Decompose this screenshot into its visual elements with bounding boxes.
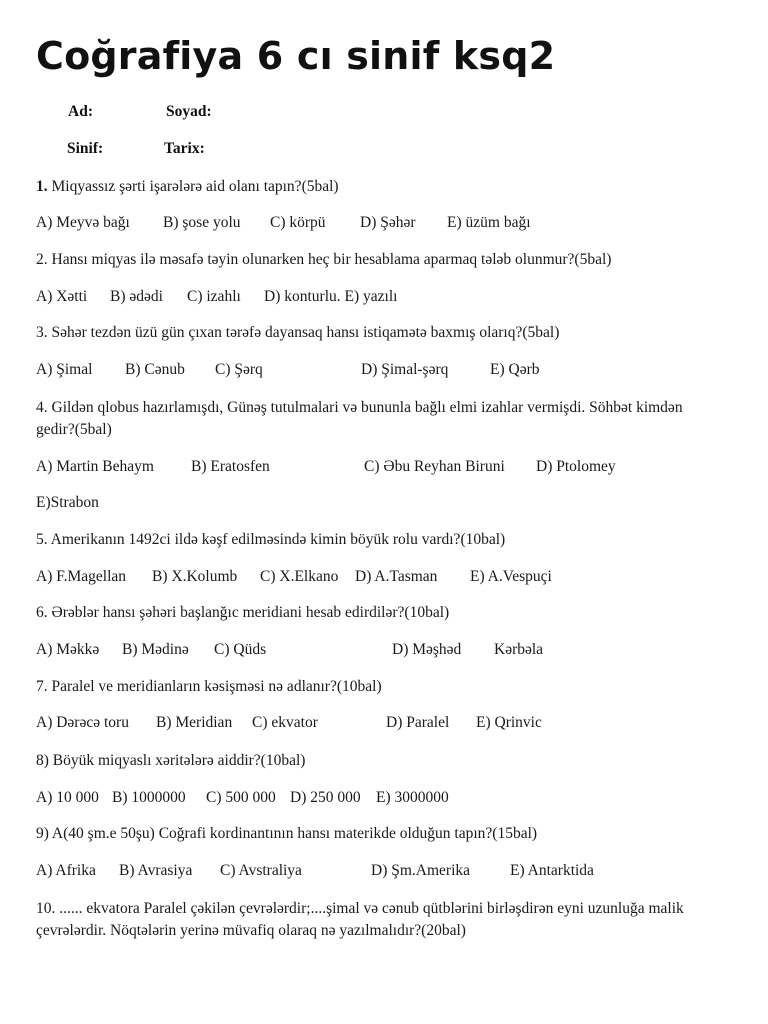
question-2-text: 2. Hansı miqyas ilə məsafə təyin olunarken heç bir hesablama aparmaq tələb olunmur?(5bal) [36,251,612,268]
option-a: A) Dərəcə toru [36,714,129,731]
option-c: C) izahlı [187,288,241,305]
option-d: D) Şm.Amerika [371,862,471,879]
option-a: A) Şimal [36,361,93,378]
option-b: B) şose yolu [163,214,241,231]
option-d: D) 250 000 [290,789,361,806]
option-c: C) ekvator [252,714,318,731]
option-b: B) Meridian [156,714,233,731]
option-c: C) 500 000 [206,789,276,806]
option-c: C) Əbu Reyhan Biruni [364,458,505,475]
question-1 [36,176,736,198]
option-a: A) Martin Behaym [36,458,154,475]
option-d: D) Məşhəd [392,641,462,658]
question-4-text: 4. Gildən qlobus hazırlamışdı, Günəş tutulmalari və bununla bağlı elmi izahlar vermişdi. Söhbət kimdən gedir?(5bal) [36,399,683,438]
option-a: A) Afrika [36,862,96,879]
option-d: D) Şəhər [360,214,416,231]
option-e: E) Qərb [490,361,540,378]
question-3-text: 3. Səhər tezdən üzü gün çıxan tərəfə dayansaq hansı istiqamətə baxmış olarıq?(5bal) [36,324,560,341]
option-d: D) A.Tasman [355,568,438,585]
option-c: C) X.Elkano [260,568,339,585]
question-7-text: 7. Paralel ve meridianların kəsişməsi nə adlanır?(10bal) [36,678,382,695]
option-b: B) ədədi [110,288,163,305]
option-e: E) 3000000 [376,789,449,806]
option-e: E) üzüm bağı [447,214,531,231]
option-b: B) X.Kolumb [152,568,238,585]
option-e: E) Qrinvic [476,714,542,731]
class-label: Sinif: [67,140,104,157]
option-a: A) 10 000 [36,789,99,806]
question-1-number: 1. [36,178,48,195]
option-a: A) Məkkə [36,641,100,658]
option-d: D) konturlu. E) yazılı [264,288,398,305]
question-10-text: 10. ...... ekvatora Paralel çəkilən çevrələrdir;....şimal və cənub qütblərini birləşdirən eyni uzunluğa malik çevrələrdir. Nöqtələrin yerinə müvafiq olaraq nə yazılmalıdır?(20bal) [36,900,684,939]
option-c: C) Şərq [215,361,263,378]
question-9-text: 9) A(40 şm.e 50şu) Coğrafi kordinantının hansı materikde olduğun tapın?(15bal) [36,825,538,842]
name-label: Ad: [68,103,93,120]
date-label: Tarix: [164,140,205,157]
option-c: C) Avstraliya [220,862,302,879]
question-8-text: 8) Böyük miqyaslı xəritələrə aiddir?(10bal) [36,752,306,769]
option-b: B) Eratosfen [191,458,270,475]
question-6-text: 6. Ərəblər hansı şəhəri başlanğıc meridiani hesab edirdilər?(10bal) [36,604,450,621]
question-4-option-e: E)Strabon [36,494,99,511]
option-a: A) F.Magellan [36,568,127,585]
option-b: B) Mədinə [122,641,189,658]
question-1-text: Miqyassız şərti işarələrə aid olanı tapın?(5bal) [47,178,339,195]
option-b: B) Cənub [125,361,185,378]
option-b: B) Avrasiya [119,862,193,879]
page-title: Coğrafiya 6 cı sinif ksq2 [36,34,556,78]
surname-label: Soyad: [166,103,212,120]
option-c: C) körpü [270,214,326,231]
option-a: A) Xətti [36,288,88,305]
option-d: D) Şimal-şərq [361,361,449,378]
option-e: E) A.Vespuçi [470,568,552,585]
option-c: C) Qüds [214,641,267,658]
option-d: D) Ptolomey [536,458,616,475]
option-e: E) Antarktida [510,862,594,879]
option-e: Kərbəla [494,641,544,658]
option-d: D) Paralel [386,714,450,731]
option-b: B) 1000000 [112,789,186,806]
option-a: A) Meyvə bağı [36,214,130,231]
question-5-text: 5. Amerikanın 1492ci ildə kəşf edilməsində kimin böyük rolu vardı?(10bal) [36,531,506,548]
